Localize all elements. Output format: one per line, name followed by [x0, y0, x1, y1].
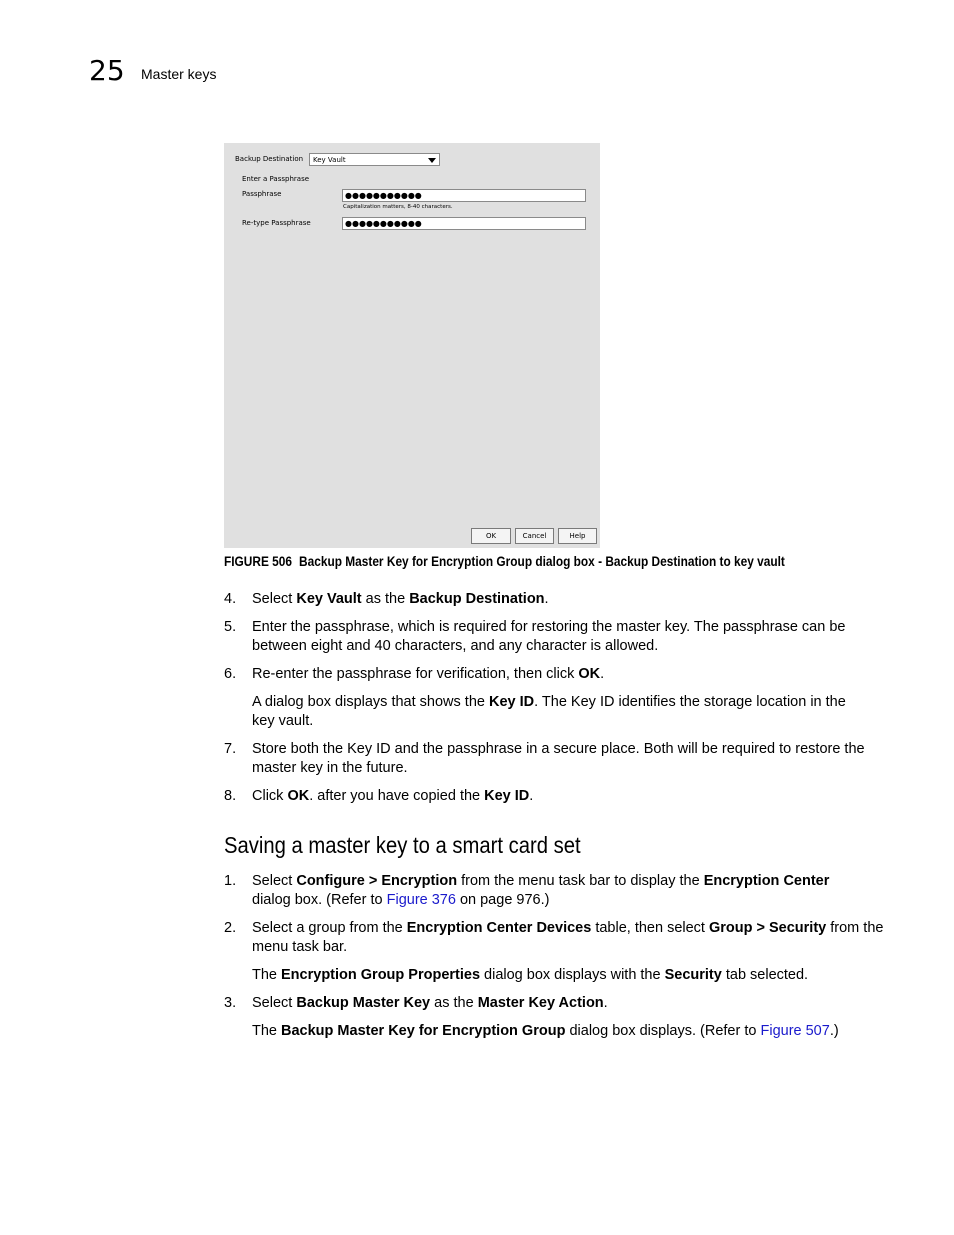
- figure-507-link[interactable]: Figure 507: [760, 1023, 830, 1039]
- section-heading: Saving a master key to a smart card set: [224, 832, 581, 858]
- retype-passphrase-label: Re-type Passphrase: [242, 219, 311, 227]
- passphrase-hint: Capitalization matters, 8-40 characters.: [343, 204, 453, 210]
- step-7-line-2: master key in the future.: [252, 760, 408, 776]
- step-4-text: Select Key Vault as the Backup Destination.: [252, 591, 549, 607]
- figure-caption: [224, 554, 785, 569]
- chapter-number: 25: [89, 54, 125, 87]
- step-number: 7.: [224, 741, 237, 757]
- step-number: 5.: [224, 619, 237, 635]
- section-step-3-text: Select Backup Master Key as the Master Key Action.: [252, 995, 608, 1011]
- step-5-line-1: Enter the passphrase, which is required for restoring the master key. The passphrase can be: [252, 619, 846, 635]
- step-number: 4.: [224, 591, 237, 607]
- chapter-title: Master keys: [141, 66, 217, 82]
- step-6-note-line-1: A dialog box displays that shows the Key ID. The Key ID identifies the storage location in the: [252, 694, 846, 710]
- section-step-1-line-1: Select Configure > Encryption from the menu task bar to display the Encryption Center: [252, 873, 830, 889]
- step-6-note-line-2: key vault.: [252, 713, 314, 729]
- cancel-button[interactable]: Cancel: [515, 528, 554, 544]
- step-number: 6.: [224, 666, 237, 682]
- chevron-down-icon[interactable]: [428, 158, 436, 163]
- step-5-line-2: between eight and 40 characters, and any character is allowed.: [252, 638, 659, 654]
- passphrase-label: Passphrase: [242, 190, 282, 198]
- backup-destination-select[interactable]: [309, 153, 440, 166]
- step-number: 3.: [224, 995, 237, 1011]
- step-6-text: Re-enter the passphrase for verification, then click OK.: [252, 666, 605, 682]
- section-step-1-line-2: dialog box. (Refer to Figure 376 on page 976.): [252, 892, 550, 908]
- help-button[interactable]: Help: [558, 528, 597, 544]
- figure-376-link[interactable]: Figure 376: [386, 892, 456, 908]
- figure-label: FIGURE 506: [224, 554, 293, 569]
- step-number: 8.: [224, 788, 237, 804]
- step-8-text: Click OK. after you have copied the Key ID.: [252, 788, 534, 804]
- figure-caption-text: Backup Master Key for Encryption Group dialog box - Backup Destination to key vault: [299, 554, 785, 569]
- step-7-line-1: Store both the Key ID and the passphrase in a secure place. Both will be required to restore the: [252, 741, 865, 757]
- ok-button[interactable]: OK: [471, 528, 511, 544]
- passphrase-input[interactable]: ●●●●●●●●●●●: [342, 189, 586, 202]
- section-step-2-line-2: menu task bar.: [252, 939, 348, 955]
- retype-passphrase-input[interactable]: ●●●●●●●●●●●: [342, 217, 586, 230]
- section-step-2-line-1: Select a group from the Encryption Center Devices table, then select Group > Security from the: [252, 920, 884, 936]
- backup-destination-label: Backup Destination: [235, 155, 304, 163]
- step-number: 1.: [224, 873, 237, 889]
- section-step-2-note: The Encryption Group Properties dialog box displays with the Security tab selected.: [252, 967, 809, 983]
- step-number: 2.: [224, 920, 237, 936]
- section-step-3-note: The Backup Master Key for Encryption Group dialog box displays. (Refer to Figure 507.): [252, 1023, 839, 1039]
- dialog-screenshot: [224, 143, 600, 548]
- enter-passphrase-heading: Enter a Passphrase: [242, 175, 310, 183]
- backup-destination-value: Key Vault: [313, 156, 346, 164]
